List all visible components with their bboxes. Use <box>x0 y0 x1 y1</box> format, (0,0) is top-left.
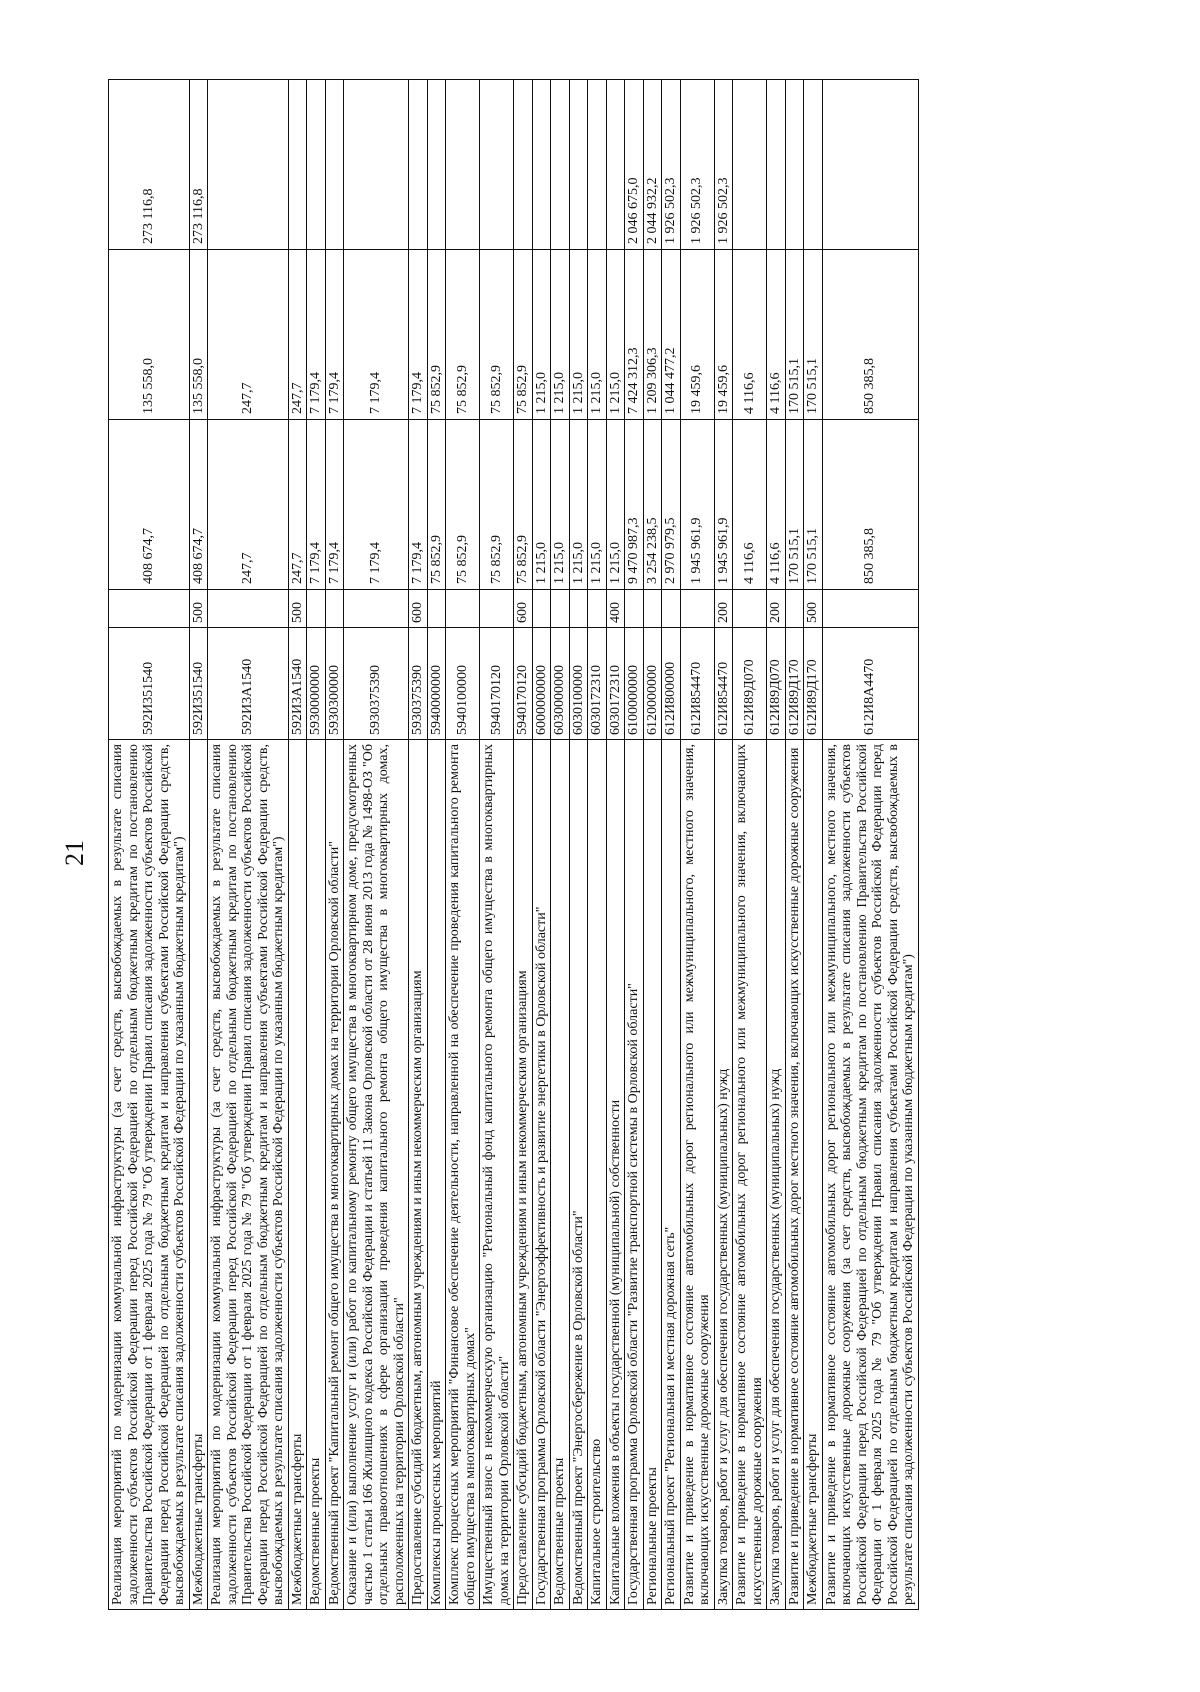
row-name: Государственная программа Орловской области "Развитие транспортной системы в Орловской области" <box>625 740 644 1610</box>
row-expense-type <box>532 590 551 628</box>
row-amount-2027: 273 116,8 <box>189 80 208 250</box>
row-code: 6100000000 <box>625 628 644 740</box>
row-name: Оказание и (или) выполнение услуг и (или) работ по капитальному ремонту общего имущества в многоквартирном доме, предусмотренных частью 1 статьи 166 Жилищного кодекса Российской Федерации и статьей 11 Закона Орловской области от 28 июня 2013 года № 1498-ОЗ "Об отдельных правоотношениях в сфере организации проведения капитального ремонта общего имущества в многоквартирных домах, расположенных на территории Орловской области" <box>344 740 409 1610</box>
row-amount-total: 170 515,1 <box>804 420 823 590</box>
row-amount-2026: 135 558,0 <box>109 250 190 420</box>
row-name: Региональные проекты <box>643 740 662 1610</box>
table-row <box>588 80 607 1610</box>
row-expense-type <box>822 590 918 628</box>
row-amount-total: 170 515,1 <box>785 420 804 590</box>
row-amount-2026: 4 116,6 <box>733 250 767 420</box>
table-row <box>208 80 289 1610</box>
table-row <box>569 80 588 1610</box>
row-expense-type: 500 <box>288 590 307 628</box>
table-row <box>662 80 681 1610</box>
row-amount-total: 75 852,9 <box>514 420 533 590</box>
table-row <box>427 80 446 1610</box>
row-code: 5940170120 <box>480 628 514 740</box>
row-name: Капитальные вложения в объекты государственной (муниципальной) собственности <box>606 740 625 1610</box>
row-amount-2027 <box>480 80 514 250</box>
row-code: 5930375390 <box>344 628 409 740</box>
row-amount-total: 75 852,9 <box>480 420 514 590</box>
row-code: 5930300000 <box>325 628 344 740</box>
table-row <box>514 80 533 1610</box>
row-amount-total: 850 385,8 <box>822 420 918 590</box>
row-amount-2026: 135 558,0 <box>189 250 208 420</box>
row-name: Ведомственные проекты <box>551 740 570 1610</box>
row-amount-total: 1 945 961,9 <box>680 420 714 590</box>
table-row <box>680 80 714 1610</box>
row-amount-2026: 170 515,1 <box>804 250 823 420</box>
row-name: Имущественный взнос в некоммерческую организацию "Региональный фонд капитального ремонта общего имущества в многоквартирных домах на территории Орловской области" <box>480 740 514 1610</box>
row-name: Реализация мероприятий по модернизации коммунальной инфраструктуры (за счет средств, высвобождаемых в результате списания задолженности субъектов Российской Федерации перед Российской Федерацией по отдельным бюджетным кредитам по постановлению Правительства Российской Федерации от 1 февраля 2025 года № 79 "Об утверждении Правил списания задолженности субъектов Российской Федерации перед Российской Федерацией по отдельным бюджетным кредитам и направления субъектами Российской Федерации средств, высвобождаемых в результате списания задолженности субъектов Российской Федерации по указанным бюджетным кредитам") <box>109 740 190 1610</box>
row-expense-type: 600 <box>409 590 428 628</box>
row-code: 612И89Д070 <box>767 628 786 740</box>
row-amount-total: 7 179,4 <box>344 420 409 590</box>
row-amount-total: 4 116,6 <box>767 420 786 590</box>
row-amount-2026: 247,7 <box>208 250 289 420</box>
row-amount-2026: 75 852,9 <box>427 250 446 420</box>
table-row <box>551 80 570 1610</box>
row-amount-total: 1 215,0 <box>551 420 570 590</box>
row-code: 6120000000 <box>643 628 662 740</box>
row-expense-type: 200 <box>714 590 733 628</box>
row-amount-total: 247,7 <box>288 420 307 590</box>
row-code: 612И854470 <box>714 628 733 740</box>
row-amount-2026: 1 215,0 <box>588 250 607 420</box>
table-row <box>288 80 307 1610</box>
row-amount-2026: 7 179,4 <box>307 250 326 420</box>
row-name: Межбюджетные трансферты <box>288 740 307 1610</box>
row-amount-2027 <box>409 80 428 250</box>
row-amount-total: 247,7 <box>208 420 289 590</box>
table-row <box>733 80 767 1610</box>
row-amount-2027 <box>551 80 570 250</box>
row-amount-2027: 2 046 675,0 <box>625 80 644 250</box>
row-expense-type: 500 <box>189 590 208 628</box>
budget-table <box>108 79 919 1610</box>
row-amount-total: 1 215,0 <box>532 420 551 590</box>
table-row <box>189 80 208 1610</box>
row-code: 6030172310 <box>606 628 625 740</box>
row-code: 5930000000 <box>307 628 326 740</box>
row-code: 6030000000 <box>551 628 570 740</box>
row-amount-2026: 75 852,9 <box>480 250 514 420</box>
row-code: 612И89Д170 <box>785 628 804 740</box>
row-code: 5940100000 <box>446 628 480 740</box>
row-amount-2026: 7 179,4 <box>344 250 409 420</box>
row-expense-type <box>208 590 289 628</box>
row-amount-2027 <box>767 80 786 250</box>
row-amount-2026: 19 459,6 <box>680 250 714 420</box>
row-amount-2027: 2 044 932,2 <box>643 80 662 250</box>
row-amount-2026: 1 044 477,2 <box>662 250 681 420</box>
row-amount-total: 2 970 979,5 <box>662 420 681 590</box>
row-amount-2027 <box>733 80 767 250</box>
row-amount-total: 75 852,9 <box>446 420 480 590</box>
table-row <box>606 80 625 1610</box>
row-amount-2026: 1 215,0 <box>551 250 570 420</box>
table-row <box>325 80 344 1610</box>
table-row <box>785 80 804 1610</box>
row-code: 6000000000 <box>532 628 551 740</box>
row-amount-2027 <box>344 80 409 250</box>
row-code: 6030100000 <box>569 628 588 740</box>
row-expense-type <box>662 590 681 628</box>
row-code: 612И8А4470 <box>822 628 918 740</box>
row-code: 612И854470 <box>680 628 714 740</box>
row-amount-2026: 1 215,0 <box>569 250 588 420</box>
row-expense-type <box>551 590 570 628</box>
row-amount-total: 3 254 238,5 <box>643 420 662 590</box>
row-amount-2027: 1 926 502,3 <box>662 80 681 250</box>
row-name: Реализация мероприятий по модернизации коммунальной инфраструктуры (за счет средств, высвобождаемых в результате списания задолженности субъектов Российской Федерации перед Российской Федерацией по отдельным бюджетным кредитам по постановлению Правительства Российской Федерации от 1 февраля 2025 года № 79 "Об утверждении Правил списания задолженности субъектов Российской Федерации перед Российской Федерацией по отдельным бюджетным кредитам и направления субъектами Российской Федерации средств, высвобождаемых в результате списания задолженности субъектов Российской Федерации по указанным бюджетным кредитам") <box>208 740 289 1610</box>
row-amount-total: 408 674,7 <box>109 420 190 590</box>
row-amount-total: 1 215,0 <box>606 420 625 590</box>
row-amount-2026: 75 852,9 <box>514 250 533 420</box>
table-row <box>767 80 786 1610</box>
table-row <box>804 80 823 1610</box>
row-name: Межбюджетные трансферты <box>804 740 823 1610</box>
row-name: Ведомственный проект "Капитальный ремонт общего имущества в многоквартирных домах на территории Орловской области" <box>325 740 344 1610</box>
row-amount-2027 <box>822 80 918 250</box>
row-amount-2027: 1 926 502,3 <box>680 80 714 250</box>
table-row <box>344 80 409 1610</box>
row-name: Предоставление субсидий бюджетным, автономным учреждениям и иным некоммерческим организациям <box>514 740 533 1610</box>
row-code: 5940170120 <box>514 628 533 740</box>
row-code: 5940000000 <box>427 628 446 740</box>
table-row <box>480 80 514 1610</box>
row-name: Ведомственные проекты <box>307 740 326 1610</box>
row-amount-2026: 850 385,8 <box>822 250 918 420</box>
row-amount-2026: 170 515,1 <box>785 250 804 420</box>
row-name: Комплексы процессных мероприятий <box>427 740 446 1610</box>
row-name: Капитальное строительство <box>588 740 607 1610</box>
table-row <box>307 80 326 1610</box>
row-name: Закупка товаров, работ и услуг для обеспечения государственных (муниципальных) нужд <box>714 740 733 1610</box>
row-name: Развитие и приведение в нормативное состояние автомобильных дорог регионального или межмуниципального, местного значения, включающих искусственные дорожные сооружения <box>680 740 714 1610</box>
row-expense-type <box>643 590 662 628</box>
row-amount-2027 <box>606 80 625 250</box>
table-row <box>822 80 918 1610</box>
row-amount-2026: 7 424 312,3 <box>625 250 644 420</box>
row-expense-type <box>588 590 607 628</box>
row-amount-2026: 7 179,4 <box>409 250 428 420</box>
row-expense-type <box>569 590 588 628</box>
row-code: 612И89Д070 <box>733 628 767 740</box>
row-amount-2026: 1 215,0 <box>532 250 551 420</box>
row-amount-2027 <box>588 80 607 250</box>
row-name: Развитие и приведение в нормативное состояние автомобильных дорог регионального или межмуниципального, местного значения, включающих искусственные дорожные сооружения (за счет средств, высвобождаемых в результате списания задолженности субъектов Российской Федерации перед Российской Федерацией по отдельным бюджетным кредитам по постановлению Правительства Российской Федерации от 1 февраля 2025 года № 79 "Об утверждении Правил списания задолженности субъектов Российской Федерации перед Российской Федерацией по отдельным бюджетным кредитам и направления субъектами Российской Федерации средств, высвобождаемых в результате списания задолженности субъектов Российской Федерации по указанным бюджетным кредитам") <box>822 740 918 1610</box>
row-amount-total: 7 179,4 <box>409 420 428 590</box>
row-name: Государственная программа Орловской области "Энергоэффективность и развитие энергетики в Орловской области" <box>532 740 551 1610</box>
row-amount-2026: 1 209 306,3 <box>643 250 662 420</box>
row-expense-type <box>785 590 804 628</box>
budget-table-body <box>109 80 919 1610</box>
row-expense-type <box>325 590 344 628</box>
table-row <box>409 80 428 1610</box>
row-code: 5930375390 <box>409 628 428 740</box>
row-amount-total: 75 852,9 <box>427 420 446 590</box>
row-amount-2026: 1 215,0 <box>606 250 625 420</box>
row-amount-2026: 75 852,9 <box>446 250 480 420</box>
row-name: Развитие и приведение в нормативное состояние автомобильных дорог местного значения, включающих искусственные дорожные сооружения <box>785 740 804 1610</box>
row-amount-2027 <box>532 80 551 250</box>
row-code: 612И89Д170 <box>804 628 823 740</box>
row-amount-2026: 19 459,6 <box>714 250 733 420</box>
row-name: Ведомственный проект "Энергосбережение в Орловской области" <box>569 740 588 1610</box>
row-amount-2027 <box>569 80 588 250</box>
row-amount-2027 <box>427 80 446 250</box>
row-expense-type <box>109 590 190 628</box>
page-number: 21 <box>60 840 89 866</box>
table-row <box>109 80 190 1610</box>
row-amount-total: 408 674,7 <box>189 420 208 590</box>
table-row <box>532 80 551 1610</box>
row-amount-2027 <box>514 80 533 250</box>
row-amount-total: 7 179,4 <box>307 420 326 590</box>
row-amount-total: 1 215,0 <box>569 420 588 590</box>
rotated-table-container <box>108 80 948 1610</box>
table-row <box>643 80 662 1610</box>
row-amount-2027 <box>307 80 326 250</box>
row-code: 592И351540 <box>189 628 208 740</box>
row-amount-2027: 1 926 502,3 <box>714 80 733 250</box>
row-name: Предоставление субсидий бюджетным, автономным учреждениям и иным некоммерческим организациям <box>409 740 428 1610</box>
row-expense-type <box>446 590 480 628</box>
row-name: Межбюджетные трансферты <box>189 740 208 1610</box>
row-expense-type <box>625 590 644 628</box>
row-expense-type <box>344 590 409 628</box>
row-amount-total: 1 945 961,9 <box>714 420 733 590</box>
row-expense-type: 600 <box>514 590 533 628</box>
row-amount-2027 <box>446 80 480 250</box>
row-amount-2026: 4 116,6 <box>767 250 786 420</box>
row-amount-total: 7 179,4 <box>325 420 344 590</box>
row-amount-2027 <box>208 80 289 250</box>
row-expense-type <box>307 590 326 628</box>
row-amount-2027: 273 116,8 <box>109 80 190 250</box>
row-code: 592И351540 <box>109 628 190 740</box>
row-name: Закупка товаров, работ и услуг для обеспечения государственных (муниципальных) нужд <box>767 740 786 1610</box>
row-expense-type <box>733 590 767 628</box>
row-amount-total: 9 470 987,3 <box>625 420 644 590</box>
table-row <box>446 80 480 1610</box>
row-expense-type: 400 <box>606 590 625 628</box>
table-row <box>625 80 644 1610</box>
row-amount-2027 <box>785 80 804 250</box>
row-code: 592И3А1540 <box>288 628 307 740</box>
row-code: 6030172310 <box>588 628 607 740</box>
row-code: 592И3А1540 <box>208 628 289 740</box>
row-name: Комплекс процессных мероприятий "Финансовое обеспечение деятельности, направленной на обеспечение проведения капитального ремонта общего имущества в многоквартирных домах" <box>446 740 480 1610</box>
row-amount-2026: 247,7 <box>288 250 307 420</box>
row-amount-total: 1 215,0 <box>588 420 607 590</box>
row-expense-type: 500 <box>804 590 823 628</box>
row-amount-total: 4 116,6 <box>733 420 767 590</box>
row-amount-2027 <box>804 80 823 250</box>
table-row <box>714 80 733 1610</box>
row-expense-type <box>427 590 446 628</box>
row-name: Развитие и приведение в нормативное состояние автомобильных дорог регионального или межмуниципального значения, включающих искусственные дорожные сооружения <box>733 740 767 1610</box>
row-amount-2027 <box>288 80 307 250</box>
row-name: Региональный проект "Региональная и местная дорожная сеть" <box>662 740 681 1610</box>
row-expense-type <box>680 590 714 628</box>
row-amount-2027 <box>325 80 344 250</box>
row-code: 612И800000 <box>662 628 681 740</box>
row-expense-type: 200 <box>767 590 786 628</box>
row-amount-2026: 7 179,4 <box>325 250 344 420</box>
row-expense-type <box>480 590 514 628</box>
